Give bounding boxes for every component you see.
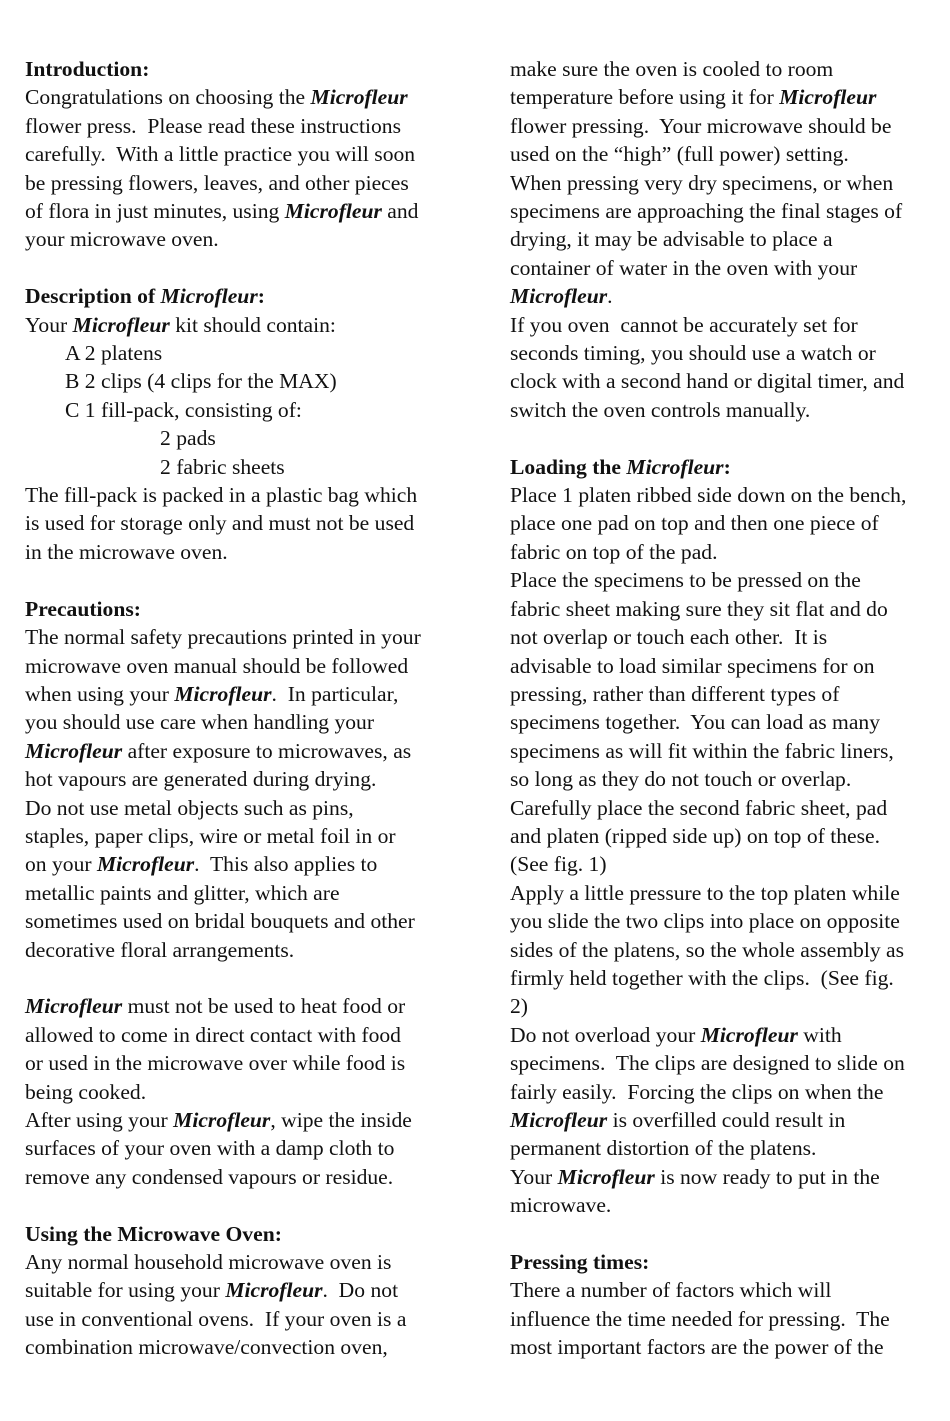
text-line: Your Microfleur kit should contain: bbox=[25, 312, 336, 337]
text-line: 2) bbox=[510, 994, 528, 1019]
brand-name: Microfleur bbox=[700, 1022, 798, 1047]
text-line: flower press. Please read these instructions bbox=[25, 113, 401, 138]
text-line: Do not overload your Microfleur with bbox=[510, 1022, 842, 1047]
text-line: sometimes used on bridal bouquets and other bbox=[25, 909, 415, 934]
text-line: container of water in the oven with your bbox=[510, 255, 858, 280]
text-line: influence the time needed for pressing. The bbox=[510, 1306, 890, 1331]
text-line: Microfleur is overfilled could result in bbox=[510, 1108, 846, 1133]
text-line: hot vapours are generated during drying. bbox=[25, 767, 377, 792]
text-line: (See fig. 1) bbox=[510, 852, 607, 877]
text-line: in the microwave oven. bbox=[25, 539, 228, 564]
text-line: on your Microfleur. This also applies to bbox=[25, 852, 378, 877]
text-line: your microwave oven. bbox=[25, 227, 219, 252]
text-line: surfaces of your oven with a damp cloth to bbox=[25, 1136, 395, 1161]
text-line: Microfleur. bbox=[510, 284, 613, 309]
brand-name: Microfleur bbox=[284, 199, 382, 224]
text-line: metallic paints and glitter, which are bbox=[25, 880, 340, 905]
brand-name: Microfleur bbox=[557, 1164, 655, 1189]
precautions-heading: Precautions: bbox=[25, 596, 141, 621]
text-line: Do not use metal objects such as pins, bbox=[25, 795, 354, 820]
text-line: advisable to load similar specimens for on bbox=[510, 653, 875, 678]
text-line: microwave. bbox=[510, 1193, 612, 1218]
brand-name: Microfleur bbox=[72, 312, 170, 337]
text-line: specimens are approaching the final stages of bbox=[510, 199, 903, 224]
text-line: There a number of factors which will bbox=[510, 1278, 832, 1303]
text-line: most important factors are the power of the bbox=[510, 1335, 884, 1360]
brand-name: Microfleur bbox=[626, 454, 724, 479]
text-line: Microfleur after exposure to microwaves, as bbox=[25, 738, 412, 763]
blank-line bbox=[25, 964, 455, 992]
kit-subitem-fabric: 2 fabric sheets bbox=[160, 454, 285, 479]
brand-name: Microfleur bbox=[225, 1278, 323, 1303]
text-line: Place 1 platen ribbed side down on the bench, bbox=[510, 483, 907, 508]
brand-name: Microfleur bbox=[173, 1107, 271, 1132]
text-line: seconds timing, you should use a watch or bbox=[510, 341, 876, 366]
pressing-times-heading: Pressing times: bbox=[510, 1250, 650, 1275]
text-line: The fill-pack is packed in a plastic bag which bbox=[25, 483, 418, 508]
kit-item-a: A 2 platens bbox=[65, 341, 163, 366]
text-line: specimens together. You can load as many bbox=[510, 710, 881, 735]
text-line: allowed to come in direct contact with food bbox=[25, 1022, 401, 1047]
text-line: used on the “high” (full power) setting. bbox=[510, 142, 849, 167]
text-line: carefully. With a little practice you will soon bbox=[25, 142, 416, 167]
brand-name: Microfleur bbox=[510, 284, 608, 309]
kit-subitem-pads: 2 pads bbox=[160, 426, 216, 451]
text-line: when using your Microfleur. In particular, bbox=[25, 681, 399, 706]
text-line: Your Microfleur is now ready to put in the bbox=[510, 1164, 880, 1189]
text-line: temperature before using it for Microfleur bbox=[510, 85, 877, 110]
brand-name: Microfleur bbox=[779, 85, 877, 110]
text-line: fabric on top of the pad. bbox=[510, 539, 718, 564]
left-column bbox=[25, 55, 455, 1362]
text-line: combination microwave/convection oven, bbox=[25, 1335, 388, 1360]
text-line: and platen (ripped side up) on top of these. bbox=[510, 823, 880, 848]
blank-line bbox=[25, 254, 455, 282]
loading-heading: Loading the Microfleur: bbox=[510, 454, 731, 479]
text-line: specimens as will fit within the fabric liners, bbox=[510, 738, 894, 763]
text-line: staples, paper clips, wire or metal foil in or bbox=[25, 823, 396, 848]
text-line: When pressing very dry specimens, or when bbox=[510, 170, 894, 195]
text-line: use in conventional ovens. If your oven is a bbox=[25, 1306, 407, 1331]
kit-item-b: B 2 clips (4 clips for the MAX) bbox=[65, 369, 337, 394]
text-line: so long as they do not touch or overlap. bbox=[510, 767, 852, 792]
text-line: drying, it may be advisable to place a bbox=[510, 227, 833, 252]
text-line: suitable for using your Microfleur. Do not bbox=[25, 1278, 399, 1303]
text-line: decorative floral arrangements. bbox=[25, 937, 295, 962]
text-line: switch the oven controls manually. bbox=[510, 397, 811, 422]
text-line: permanent distortion of the platens. bbox=[510, 1136, 817, 1161]
text-line: you should use care when handling your bbox=[25, 710, 375, 735]
brand-name: Microfleur bbox=[174, 681, 272, 706]
kit-item-c: C 1 fill-pack, consisting of: bbox=[65, 397, 302, 422]
oven-heading: Using the Microwave Oven: bbox=[25, 1221, 282, 1246]
blank-line bbox=[25, 1191, 455, 1219]
text-line: Place the specimens to be pressed on the bbox=[510, 568, 861, 593]
brand-name: Microfleur bbox=[510, 1108, 608, 1133]
text-line: you slide the two clips into place on opposite bbox=[510, 909, 900, 934]
brand-name: Microfleur bbox=[25, 994, 123, 1019]
description-heading: Description of Microfleur: bbox=[25, 284, 265, 309]
brand-name: Microfleur bbox=[310, 85, 408, 110]
brand-name: Microfleur bbox=[25, 738, 123, 763]
text-line: Carefully place the second fabric sheet, pad bbox=[510, 795, 888, 820]
brand-name: Microfleur bbox=[160, 284, 258, 309]
introduction-heading: Introduction: bbox=[25, 57, 150, 81]
text-line: After using your Microfleur, wipe the inside bbox=[25, 1107, 412, 1132]
text-line: place one pad on top and then one piece of bbox=[510, 511, 879, 536]
text-line: not overlap or touch each other. It is bbox=[510, 625, 828, 650]
text-line: sides of the platens, so the whole assembly as bbox=[510, 937, 905, 962]
text-line: If you oven cannot be accurately set for bbox=[510, 312, 858, 337]
text-line: clock with a second hand or digital timer, and bbox=[510, 369, 905, 394]
text-line: make sure the oven is cooled to room bbox=[510, 57, 834, 81]
text-line: specimens. The clips are designed to slide on bbox=[510, 1051, 905, 1076]
text-line: being cooked. bbox=[25, 1079, 147, 1104]
text-line: pressing, rather than different types of bbox=[510, 681, 840, 706]
blank-line bbox=[25, 566, 455, 594]
blank-line bbox=[510, 1220, 935, 1248]
text-line: Congratulations on choosing the Microfleur bbox=[25, 85, 408, 110]
right-column bbox=[510, 55, 935, 1362]
text-line: Any normal household microwave oven is bbox=[25, 1250, 392, 1274]
blank-line bbox=[510, 424, 935, 452]
text-line: Microfleur must not be used to heat food or bbox=[25, 994, 406, 1019]
text-line: microwave oven manual should be followed bbox=[25, 653, 409, 678]
text-line: fabric sheet making sure they sit flat and do bbox=[510, 596, 888, 621]
text-line: be pressing flowers, leaves, and other pieces bbox=[25, 170, 409, 195]
text-line: of flora in just minutes, using Microfleur and bbox=[25, 199, 419, 224]
text-line: Apply a little pressure to the top platen while bbox=[510, 880, 900, 905]
text-line: firmly held together with the clips. (See fig. bbox=[510, 965, 894, 990]
text-line: fairly easily. Forcing the clips on when the bbox=[510, 1079, 884, 1104]
brand-name: Microfleur bbox=[96, 852, 195, 877]
text-line: is used for storage only and must not be used bbox=[25, 511, 415, 536]
text-line: or used in the microwave over while food is bbox=[25, 1051, 406, 1076]
text-line: flower pressing. Your microwave should be bbox=[510, 113, 892, 138]
text-line: remove any condensed vapours or residue. bbox=[25, 1164, 394, 1189]
text-line: The normal safety precautions printed in your bbox=[25, 625, 421, 650]
